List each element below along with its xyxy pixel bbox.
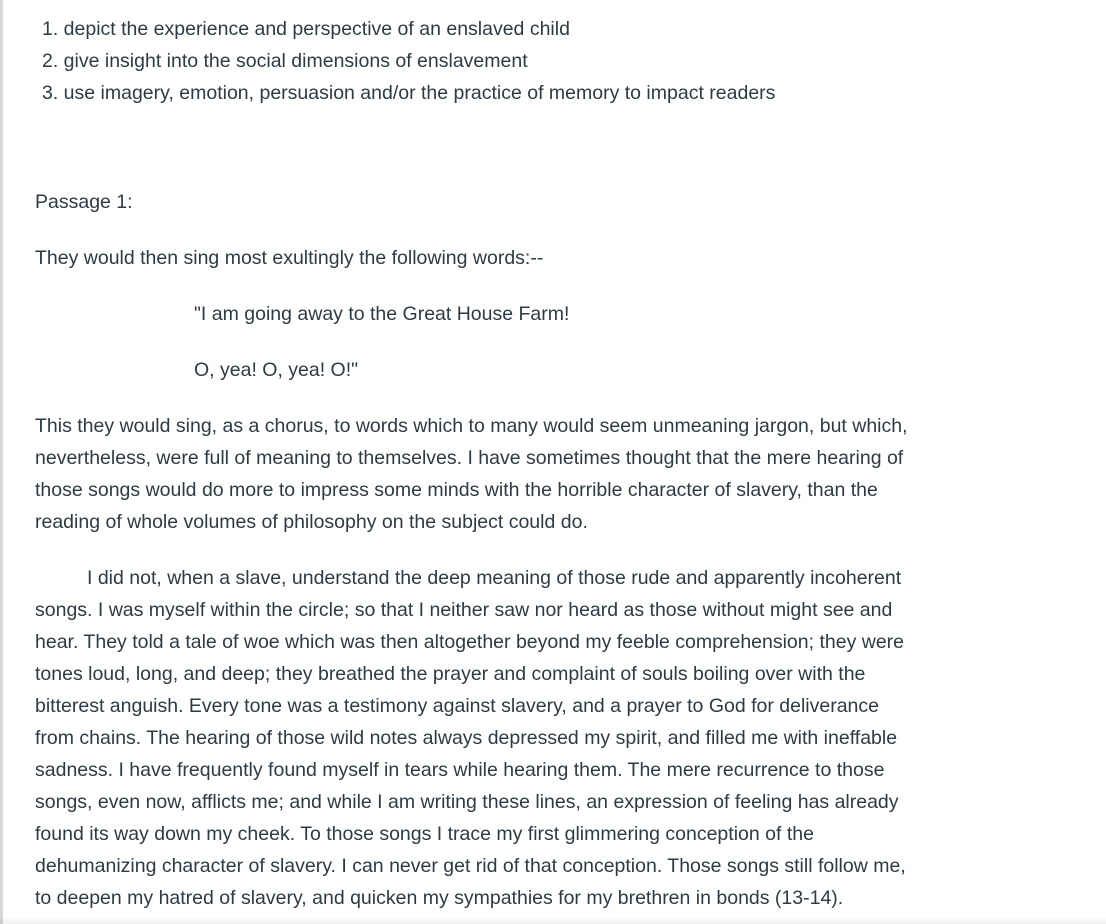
goal-item: 3. use imagery, emotion, persuasion and/or the practice of memory to impact readers — [42, 82, 776, 104]
paragraph-line: I did not, when a slave, understand the deep meaning of those rude and apparently incoherent — [87, 567, 902, 589]
paragraph-line: found its way down my cheek. To those songs I trace my first glimmering conception of the — [35, 823, 814, 845]
paragraph-line: reading of whole volumes of philosophy on the subject could do. — [35, 511, 588, 533]
paragraph-line: to deepen my hatred of slavery, and quicken my sympathies for my brethren in bonds (13-14). — [35, 887, 844, 909]
paragraph-1 — [35, 410, 1075, 538]
verse-line: "I am going away to the Great House Farm! — [194, 303, 570, 325]
verse-line: O, yea! O, yea! O!" — [194, 359, 359, 381]
paragraph-line: those songs would do more to impress some minds with the horrible character of slavery, than the — [35, 479, 878, 501]
paragraph-line: hear. They told a tale of woe which was then altogether beyond my feeble comprehension; they were — [35, 631, 904, 653]
paragraph-2 — [35, 562, 1075, 914]
intro-line: They would then sing most exultingly the following words:-- — [35, 247, 544, 269]
goal-item: 1. depict the experience and perspective of an enslaved child — [42, 18, 570, 40]
paragraph-line: sadness. I have frequently found myself in tears while hearing them. The mere recurrence to those — [35, 759, 885, 781]
paragraph-line: bitterest anguish. Every tone was a testimony against slavery, and a prayer to God for deliverance — [35, 695, 879, 717]
paragraph-line: songs, even now, afflicts me; and while I am writing these lines, an expression of feeling has already — [35, 791, 899, 813]
paragraph-line: This they would sing, as a chorus, to words which to many would seem unmeaning jargon, but which, — [35, 415, 908, 437]
paragraph-line: from chains. The hearing of those wild notes always depressed my spirit, and filled me with ineffable — [35, 727, 898, 749]
paragraph-line: songs. I was myself within the circle; so that I neither saw nor heard as those without might see and — [35, 599, 893, 621]
passage-label: Passage 1: — [35, 191, 133, 213]
goals-list — [42, 13, 775, 109]
paragraph-line: dehumanizing character of slavery. I can never get rid of that conception. Those songs still follow me, — [35, 855, 906, 877]
paragraph-line: tones loud, long, and deep; they breathed the prayer and complaint of souls boiling over with the — [35, 663, 866, 685]
bottom-shadow — [0, 916, 1106, 924]
goal-item: 2. give insight into the social dimensions of enslavement — [42, 50, 528, 72]
paragraph-line: nevertheless, were full of meaning to themselves. I have sometimes thought that the mere hearing of — [35, 447, 904, 469]
